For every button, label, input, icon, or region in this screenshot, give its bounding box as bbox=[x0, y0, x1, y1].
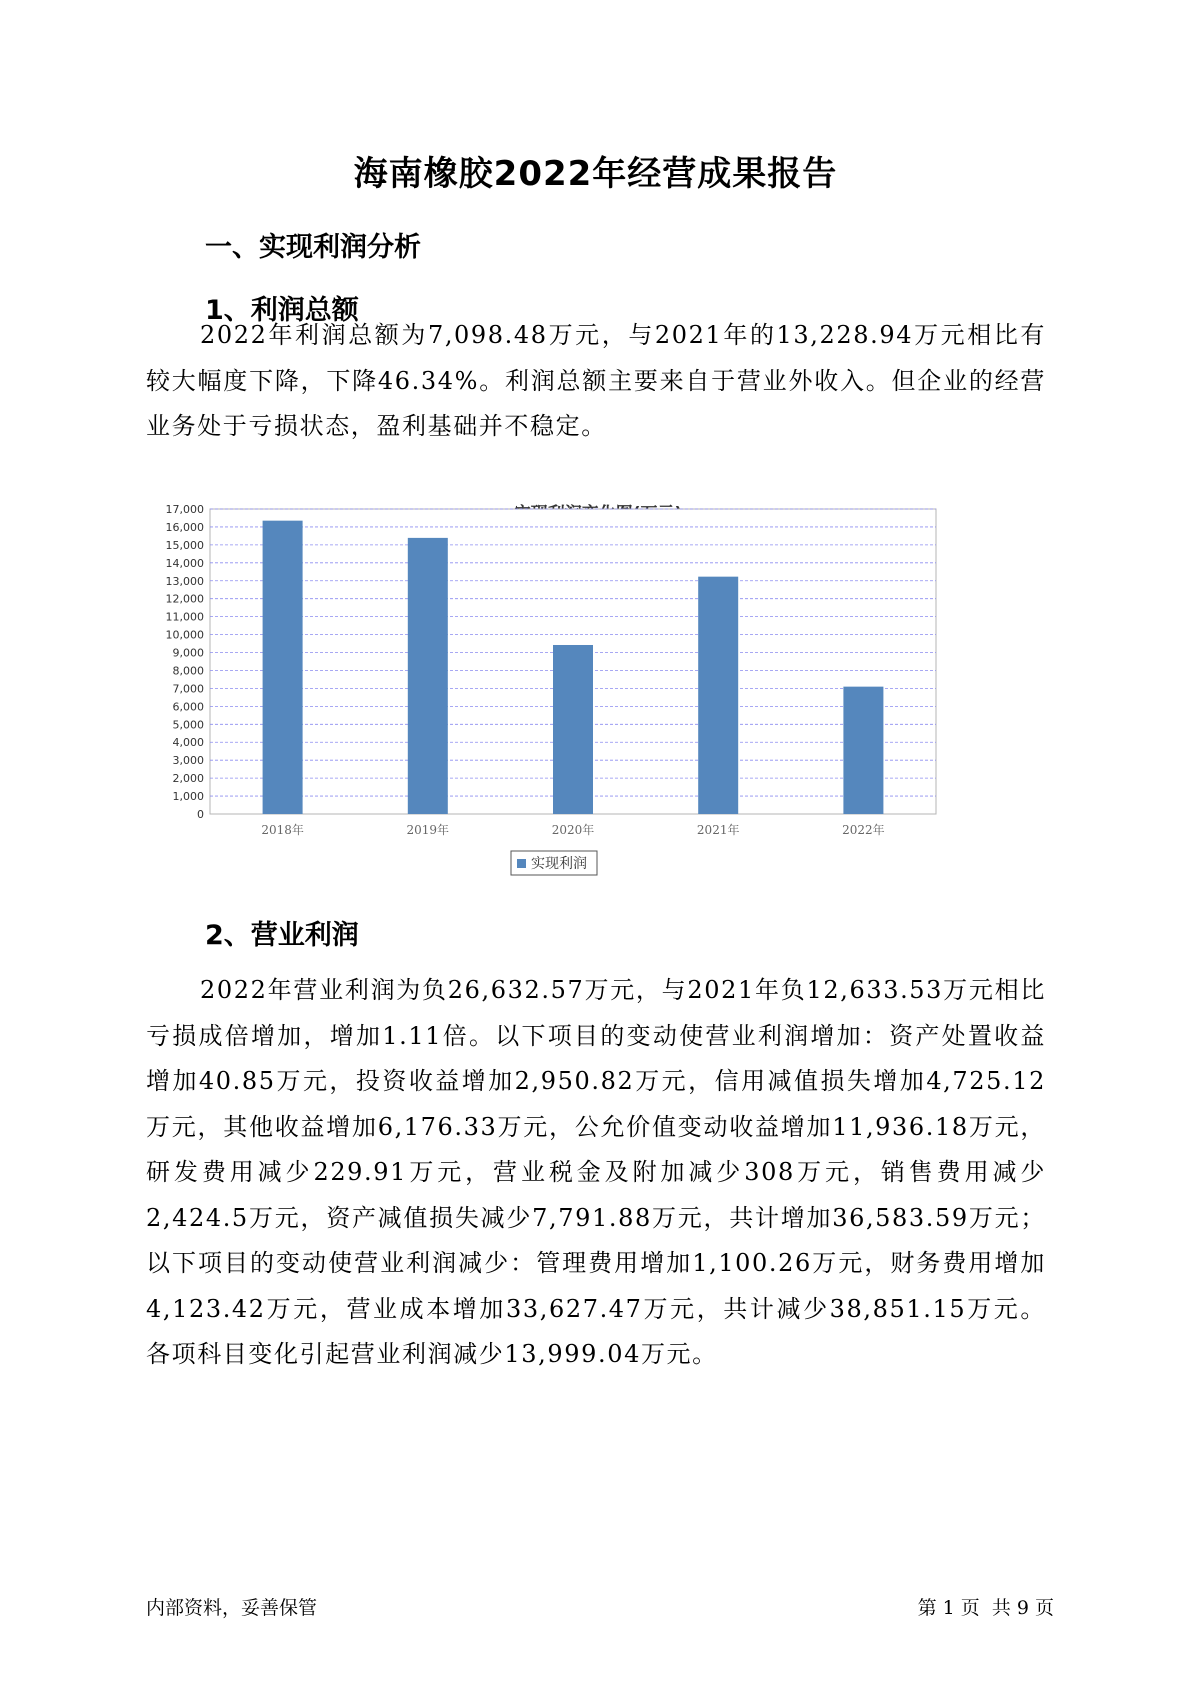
paragraph-total-profit: 2022年利润总额为7,098.48万元，与2021年的13,228.94万元相比有较大幅度下降，下降46.34%。利润总额主要来自于营业外收入。但企业的经营业务处于亏损状态，盈利基础并不稳定。 bbox=[146, 321, 1046, 440]
profit-bar-chart bbox=[158, 496, 1038, 966]
chart-legend bbox=[511, 851, 597, 875]
y-tick-label: 5,000 bbox=[172, 718, 204, 732]
chart-y-axis bbox=[166, 503, 205, 821]
y-tick-label: 16,000 bbox=[165, 520, 204, 534]
x-tick-label: 2019年 bbox=[406, 823, 450, 837]
page-title: 海南橡胶2022年经营成果报告 bbox=[353, 154, 838, 194]
subsection-heading-operating-profit: 2、营业利润 bbox=[205, 920, 359, 951]
footer-confidential-note: 内部资料，妥善保管 bbox=[146, 1597, 318, 1619]
paragraph-operating-profit: 2022年营业利润为负26,632.57万元，与2021年负12,633.53万元相比亏损成倍增加，增加1.11倍。以下项目的变动使营业利润增加：资产处置收益增加40.85万元，投资收益增加2,950.82万元，信用减值损失增加4,725.12万元，其他收益增加6,176.33万元，公允价值变动收益增加11,936.18万元，研发费用减少229.91万元，营业税金及附加减少308万元，销售费用减少2,424.5万元，资产减值损失减少7,791.88万元，共计增加36,583.59万元；以下项目的变动使营业利润减少：管理费用增加1,100.26万元，财务费用增加4,123.42万元，营业成本增加33,627.47万元，共计减少38,851.15万元。各项科目变化引起营业利润减少13,999.04万元。 bbox=[146, 976, 1046, 1368]
y-tick-label: 15,000 bbox=[165, 538, 204, 552]
y-tick-label: 12,000 bbox=[165, 592, 204, 606]
x-tick-label: 2021年 bbox=[696, 823, 740, 837]
y-tick-label: 3,000 bbox=[172, 754, 204, 768]
chart-legend-swatch bbox=[517, 859, 526, 868]
chart-bar bbox=[408, 538, 448, 814]
y-tick-label: 1,000 bbox=[172, 790, 204, 804]
chart-legend-label: 实现利润 bbox=[531, 856, 587, 872]
y-tick-label: 6,000 bbox=[172, 700, 204, 714]
y-tick-label: 13,000 bbox=[165, 574, 204, 588]
x-tick-label: 2018年 bbox=[261, 823, 304, 837]
chart-bar bbox=[553, 645, 593, 814]
x-tick-label: 2020年 bbox=[551, 823, 595, 837]
y-tick-label: 4,000 bbox=[172, 736, 204, 750]
chart-x-axis bbox=[261, 822, 884, 837]
y-tick-label: 11,000 bbox=[165, 610, 204, 624]
chart-bar bbox=[698, 577, 738, 814]
y-tick-label: 0 bbox=[197, 808, 204, 821]
y-tick-label: 10,000 bbox=[165, 628, 204, 642]
y-tick-label: 9,000 bbox=[172, 646, 204, 660]
chart-bar bbox=[843, 687, 883, 814]
section-heading-profit-analysis: 一、实现利润分析 bbox=[205, 232, 421, 263]
chart-bar bbox=[263, 521, 303, 814]
x-tick-label: 2022年 bbox=[842, 823, 885, 837]
y-tick-label: 8,000 bbox=[172, 664, 204, 678]
y-tick-label: 2,000 bbox=[172, 772, 204, 786]
y-tick-label: 17,000 bbox=[165, 503, 204, 516]
y-tick-label: 14,000 bbox=[165, 556, 204, 570]
footer-page-number: 第 1 页 共 9 页 bbox=[917, 1597, 1054, 1619]
y-tick-label: 7,000 bbox=[172, 682, 204, 696]
subsection-heading-total-profit: 1、利润总额 bbox=[205, 295, 359, 326]
